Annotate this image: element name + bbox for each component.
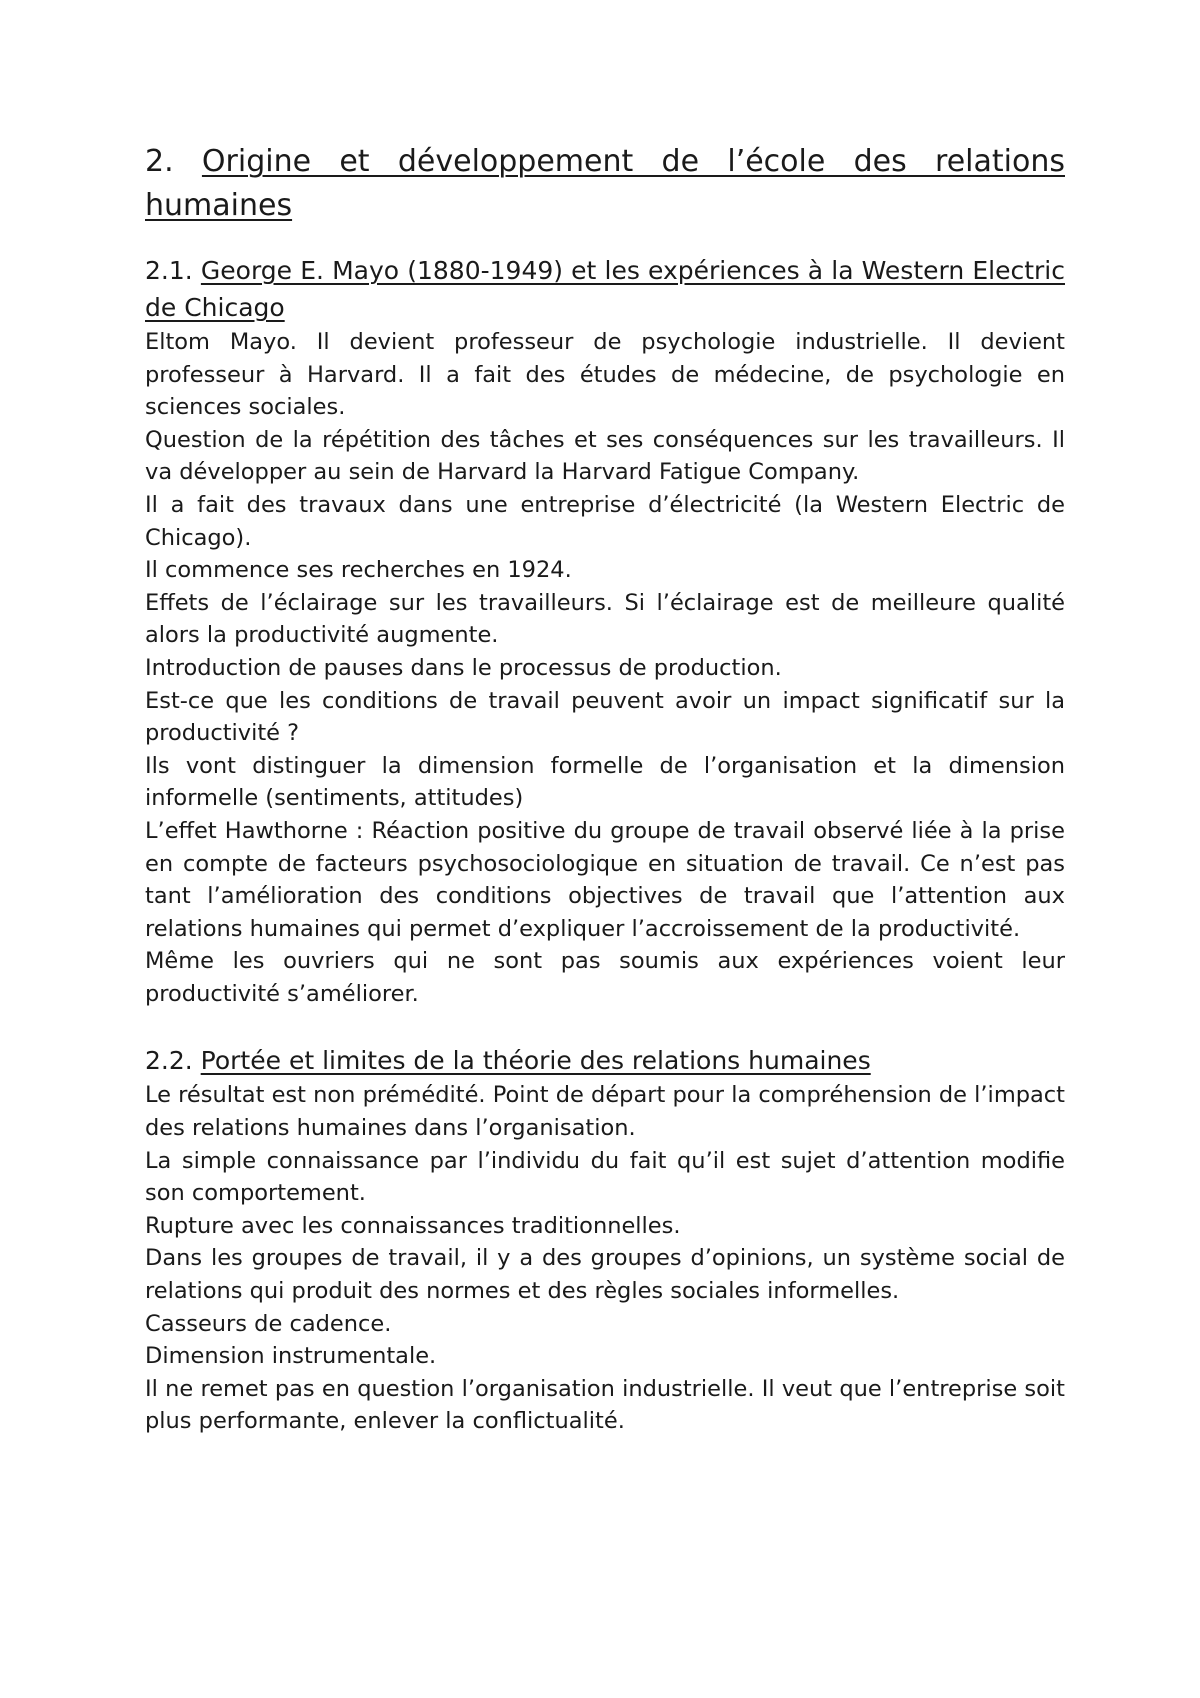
paragraph: Même les ouvriers qui ne sont pas soumis aux expériences voient leur productivité s’améliorer. <box>145 948 1065 1007</box>
paragraph: L’effet Hawthorne : Réaction positive du groupe de travail observé liée à la prise en compte de facteurs psychosociologique en situation de travail. Ce n’est pas tant l’amélioration des conditions objectives de travail que l’attention aux relations humaines qui permet d’expliquer l’accroissement de la productivité. <box>145 817 1065 942</box>
section-2-title: Origine et développement de l’école des relations humaines <box>145 144 1065 223</box>
spacer <box>145 228 1065 252</box>
section-2-1-body <box>145 326 1065 1010</box>
paragraph: Eltom Mayo. Il devient professeur de psychologie industrielle. Il devient professeur à Harvard. Il a fait des études de médecine, de psychologie en sciences sociales. <box>145 329 1065 421</box>
section-2-1-title: George E. Mayo (1880-1949) et les expériences à la Western Electric de Chicago <box>145 256 1065 322</box>
paragraph: Il commence ses recherches en 1924. <box>145 557 572 584</box>
spacer <box>145 1010 1065 1042</box>
section-2-2-number: 2.2. <box>145 1046 193 1076</box>
paragraph: Effets de l’éclairage sur les travailleurs. Si l’éclairage est de meilleure qualité alors la productivité augmente. <box>145 589 1065 649</box>
paragraph: La simple connaissance par l’individu du fait qu’il est sujet d’attention modifie son comportement. <box>145 1147 1065 1207</box>
document-page <box>145 140 1065 1438</box>
section-2-2-title: Portée et limites de la théorie des relations humaines <box>200 1046 871 1076</box>
section-2-1-heading <box>145 252 1065 326</box>
section-2-number: 2. <box>145 144 174 179</box>
paragraph: Rupture avec les connaissances traditionnelles. <box>145 1212 681 1239</box>
paragraph: Question de la répétition des tâches et ses conséquences sur les travailleurs. Il va développer au sein de Harvard la Harvard Fatigue Company. <box>145 426 1065 486</box>
paragraph: Dans les groupes de travail, il y a des groupes d’opinions, un système social de relations qui produit des normes et des règles sociales informelles. <box>145 1245 1065 1305</box>
paragraph: Casseurs de cadence. <box>145 1310 392 1337</box>
section-2-heading <box>145 140 1065 228</box>
paragraph: Il a fait des travaux dans une entreprise d’électricité (la Western Electric de Chicago). <box>145 491 1065 551</box>
paragraph: Est-ce que les conditions de travail peuvent avoir un impact significatif sur la productivité ? <box>145 687 1065 747</box>
paragraph: Ils vont distinguer la dimension formelle de l’organisation et la dimension informelle (sentiments, attitudes) <box>145 752 1065 812</box>
section-2-1-number: 2.1. <box>145 256 193 285</box>
section-2-2-heading <box>145 1042 1065 1079</box>
section-2-2-body <box>145 1079 1065 1438</box>
paragraph: Introduction de pauses dans le processus de production. <box>145 654 782 681</box>
paragraph: Le résultat est non prémédité. Point de départ pour la compréhension de l’impact des relations humaines dans l’organisation. <box>145 1082 1065 1142</box>
paragraph: Dimension instrumentale. <box>145 1343 437 1370</box>
paragraph: Il ne remet pas en question l’organisation industrielle. Il veut que l’entreprise soit plus performante, enlever la conflictualité. <box>145 1375 1065 1435</box>
